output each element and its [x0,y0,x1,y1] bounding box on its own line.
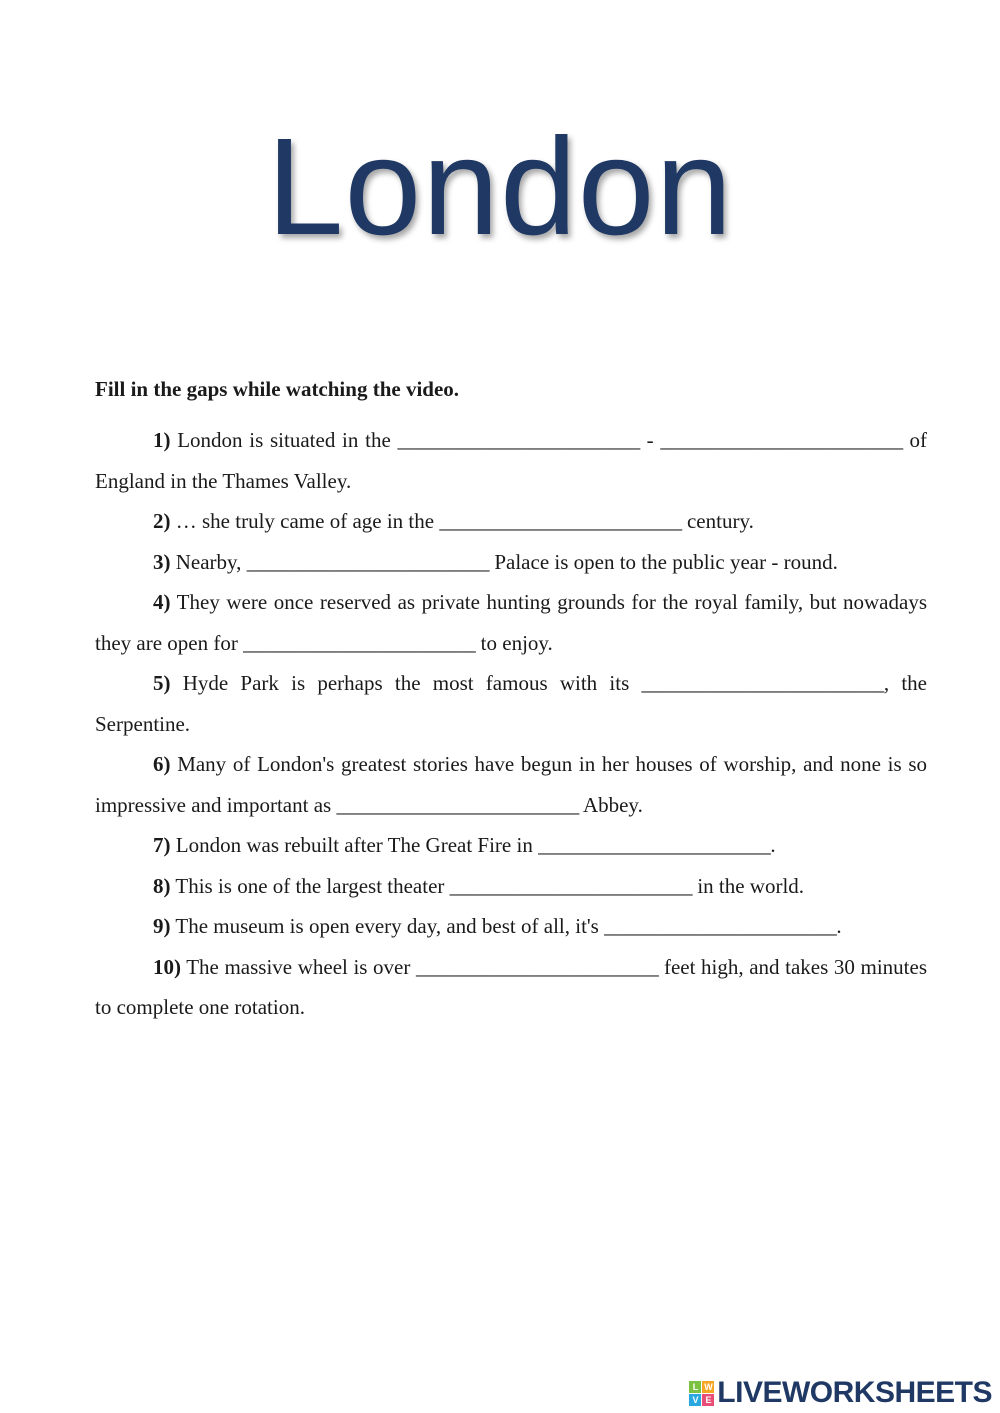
question-3: 3) Nearby, ________________________ Palace is open to the public year - round. [153,549,838,574]
answer-blank-1a[interactable]: ________________________ [397,428,640,452]
question-8: 8) This is one of the largest theater ________________________ in the world. [153,873,805,898]
question-5: 5) Hyde Park is perhaps the most famous with its ________________________, the Serpentine. [95,671,927,736]
question-number: 8) [153,873,171,898]
question-9: 9) The museum is open every day, and best of all, it's _______________________. [153,914,842,938]
page-title: London [266,110,734,264]
answer-blank-9[interactable]: _______________________ [604,914,837,938]
answer-blank-3[interactable]: ________________________ [246,549,490,574]
question-7: 7) London was rebuilt after The Great Fire in _______________________. [153,833,776,857]
liveworksheets-icon: L W V E [689,1381,714,1406]
question-4: 4) They were once reserved as private hunting grounds for the royal family, but nowadays they are open for _______________________ to enjoy. [95,590,927,655]
question-number: 2) [153,509,171,533]
question-2: 2) … she truly came of age in the ________________________ century. [153,509,754,533]
question-number: 3) [153,549,171,574]
answer-blank-6[interactable]: ________________________ [336,792,579,817]
logo-text: LIVEWORKSHEETS [717,1376,992,1409]
answer-blank-4[interactable]: _______________________ [243,630,476,655]
worksheet-content [95,370,927,1028]
question-number: 1) [153,428,171,452]
question-1: 1) London is situated in the ________________________ - ________________________ of England in the Thames Valley. [95,428,927,493]
question-number: 9) [153,914,171,938]
liveworksheets-logo[interactable] [689,1376,992,1410]
answer-blank-2[interactable]: ________________________ [439,509,682,533]
answer-blank-7[interactable]: _______________________ [538,833,771,857]
instructions: Fill in the gaps while watching the video. [95,377,460,401]
question-number: 4) [153,590,171,614]
question-6: 6) Many of London's greatest stories have begun in her houses of worship, and none is so impressive and important as ________________________ Abbey. [95,752,927,817]
question-number: 5) [153,671,171,695]
question-10: 10) The massive wheel is over ________________________ feet high, and takes 30 minutes to complete one rotation. [95,954,927,1019]
question-number: 7) [153,833,171,857]
answer-blank-8[interactable]: ________________________ [449,873,693,898]
answer-blank-5[interactable]: ________________________ [641,671,884,695]
question-number: 6) [153,752,171,776]
answer-blank-1b[interactable]: ________________________ [660,428,903,452]
question-number: 10) [153,954,181,979]
answer-blank-10[interactable]: ________________________ [415,954,659,979]
